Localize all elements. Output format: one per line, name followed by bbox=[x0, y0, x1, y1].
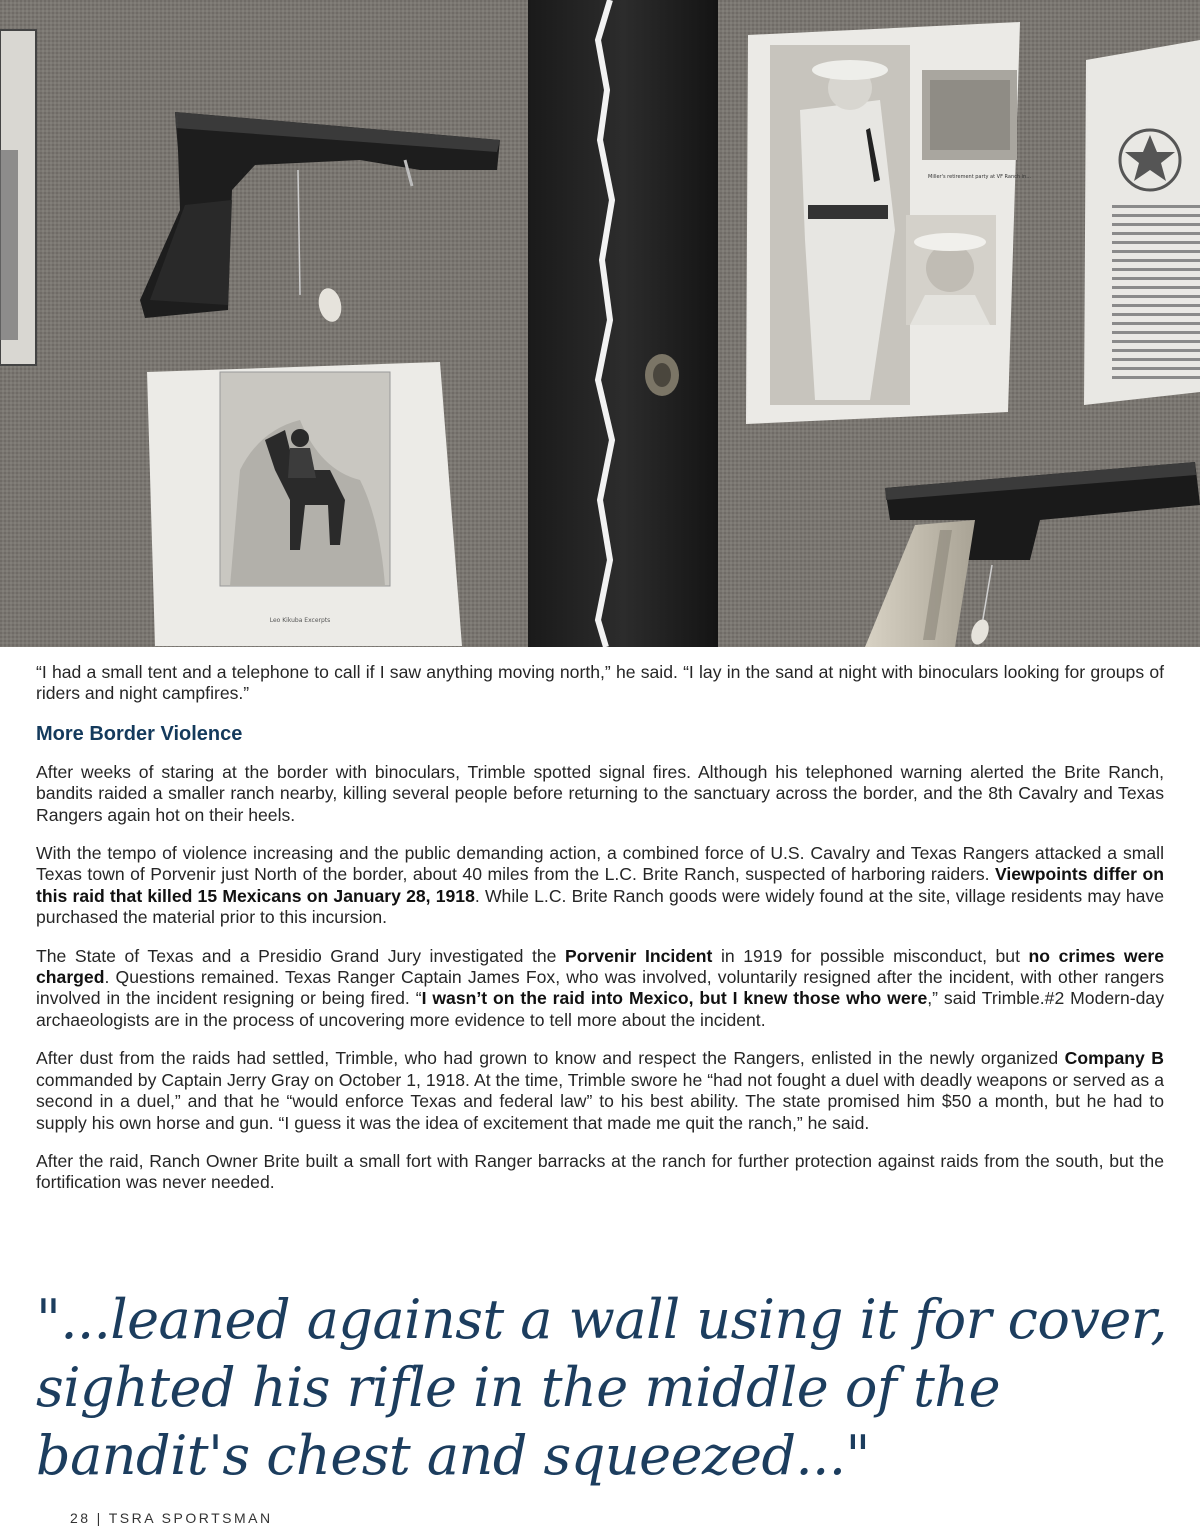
p5-bold-company-b: Company B bbox=[1064, 1048, 1165, 1069]
publication-name: TSRA SPORTSMAN bbox=[108, 1510, 273, 1526]
page-number: 28 bbox=[70, 1510, 91, 1526]
p3-bold-viewpoints: Viewpoints differ on this raid that killed 15 Mexicans on January 28, 1918 bbox=[36, 864, 1164, 906]
p4-text-a: The State of Texas and a Presidio Grand Jury investigated the bbox=[36, 945, 566, 966]
paragraph-fort: After the raid, Ranch Owner Brite built a small fort with Ranger barracks at the ranch for further protection against raids from the south, but the fortification was never needed. bbox=[36, 1150, 1164, 1193]
p4-bold-incident: Porvenir Incident bbox=[565, 945, 713, 966]
photo-illustration bbox=[0, 0, 1200, 647]
paragraph-porvenir-incident bbox=[36, 946, 1164, 1032]
p4-text-c: in 1919 for possible misconduct, but bbox=[712, 945, 1029, 966]
paragraph-porvenir-raid bbox=[36, 843, 1164, 929]
p4-text-g: ,” said Trimble.#2 Modern-day archaeologists are in the process of uncovering more evidence to tell more about the incident. bbox=[36, 988, 1165, 1030]
pull-quote: "...leaned against a wall using it for cover, sighted his rifle in the middle of the bandit's chest and squeezed..." bbox=[36, 1288, 1167, 1487]
paragraph-quote-tent: “I had a small tent and a telephone to call if I saw anything moving north,” he said. “I lay in the sand at night with binoculars looking for groups of riders and night campfires.” bbox=[36, 662, 1164, 704]
p5-text-c: commanded by Captain Jerry Gray on October 1, 1918. At the time, Trimble swore he “had not fought a duel with deadly weapons or served as a second in a duel,” and that he “would enforce Texas and federal law” to his best ability. The state promised him $50 a month, but he had to supply his own horse and gun. “I guess it was the idea of excitement that made me quit the ranch,” he said. bbox=[36, 1069, 1164, 1133]
p4-bold-quote: I wasn’t on the raid into Mexico, but I knew those who were bbox=[421, 988, 928, 1009]
horse-photo-frame bbox=[147, 362, 462, 646]
page-footer bbox=[70, 1510, 273, 1526]
footer-separator: | bbox=[96, 1510, 103, 1526]
article-body bbox=[36, 662, 1164, 1206]
horse-caption: Leo Kikuba Excerpts bbox=[269, 617, 331, 624]
p4-text-e: . Questions remained. Texas Ranger Captain James Fox, who was involved, voluntarily resigned after the incident, with other rangers involved in the incident resigning or being fired. “ bbox=[36, 967, 1164, 1009]
p5-text-a: After dust from the raids had settled, Trimble, who had grown to know and respect the Rangers, enlisted in the newly organized bbox=[36, 1048, 1065, 1069]
p4-bold-no-crimes: no crimes were charged bbox=[36, 945, 1164, 988]
museum-display-photo bbox=[0, 0, 1200, 647]
paragraph-signal-fires: After weeks of staring at the border with binoculars, Trimble spotted signal fires. Although his telephoned warning alerted the Brite Ranch, bandits raided a smaller ranch nearby, killing several people before returning to the sanctuary across the border, and the 8th Cavalry and Texas Rangers again hot on their heels. bbox=[36, 761, 1164, 825]
small-photo-caption: Miller's retirement party at VF Ranch in… bbox=[928, 174, 1032, 180]
panel-text: Charles Edward Miller station to Texas. His friendship Big sights while; Miller served or so before joining the Texas Rangers Captain W. W. Davis Company B, unusually with either a regular or service months he spent in the Seventh Cavalry. In 1920 Miller participated in the Texas on the Mexican border and for a time he worked for the Internal Revenue listed with Captain Frank Hamer and Miller served with the regular Ranger service, and was assign bbox=[1000, 640, 1200, 641]
ranger-photo-frame bbox=[746, 22, 1031, 424]
display-case-post bbox=[528, 0, 718, 647]
p3-text-c: . While L.C. Brite Ranch goods were widely found at the site, village residents may have purchased the material prior to this incursion. bbox=[36, 885, 1164, 928]
section-heading: More Border Violence bbox=[36, 722, 243, 745]
paragraph-company-b bbox=[36, 1048, 1164, 1134]
p3-text-a: With the tempo of violence increasing and the public demanding action, a combined force of U.S. Cavalry and Texas Rangers attacked a small Texas town of Porvenir just North of the border, about 40 miles from the L.C. Brite Ranch, suspected of harboring raiders. bbox=[36, 843, 1164, 885]
